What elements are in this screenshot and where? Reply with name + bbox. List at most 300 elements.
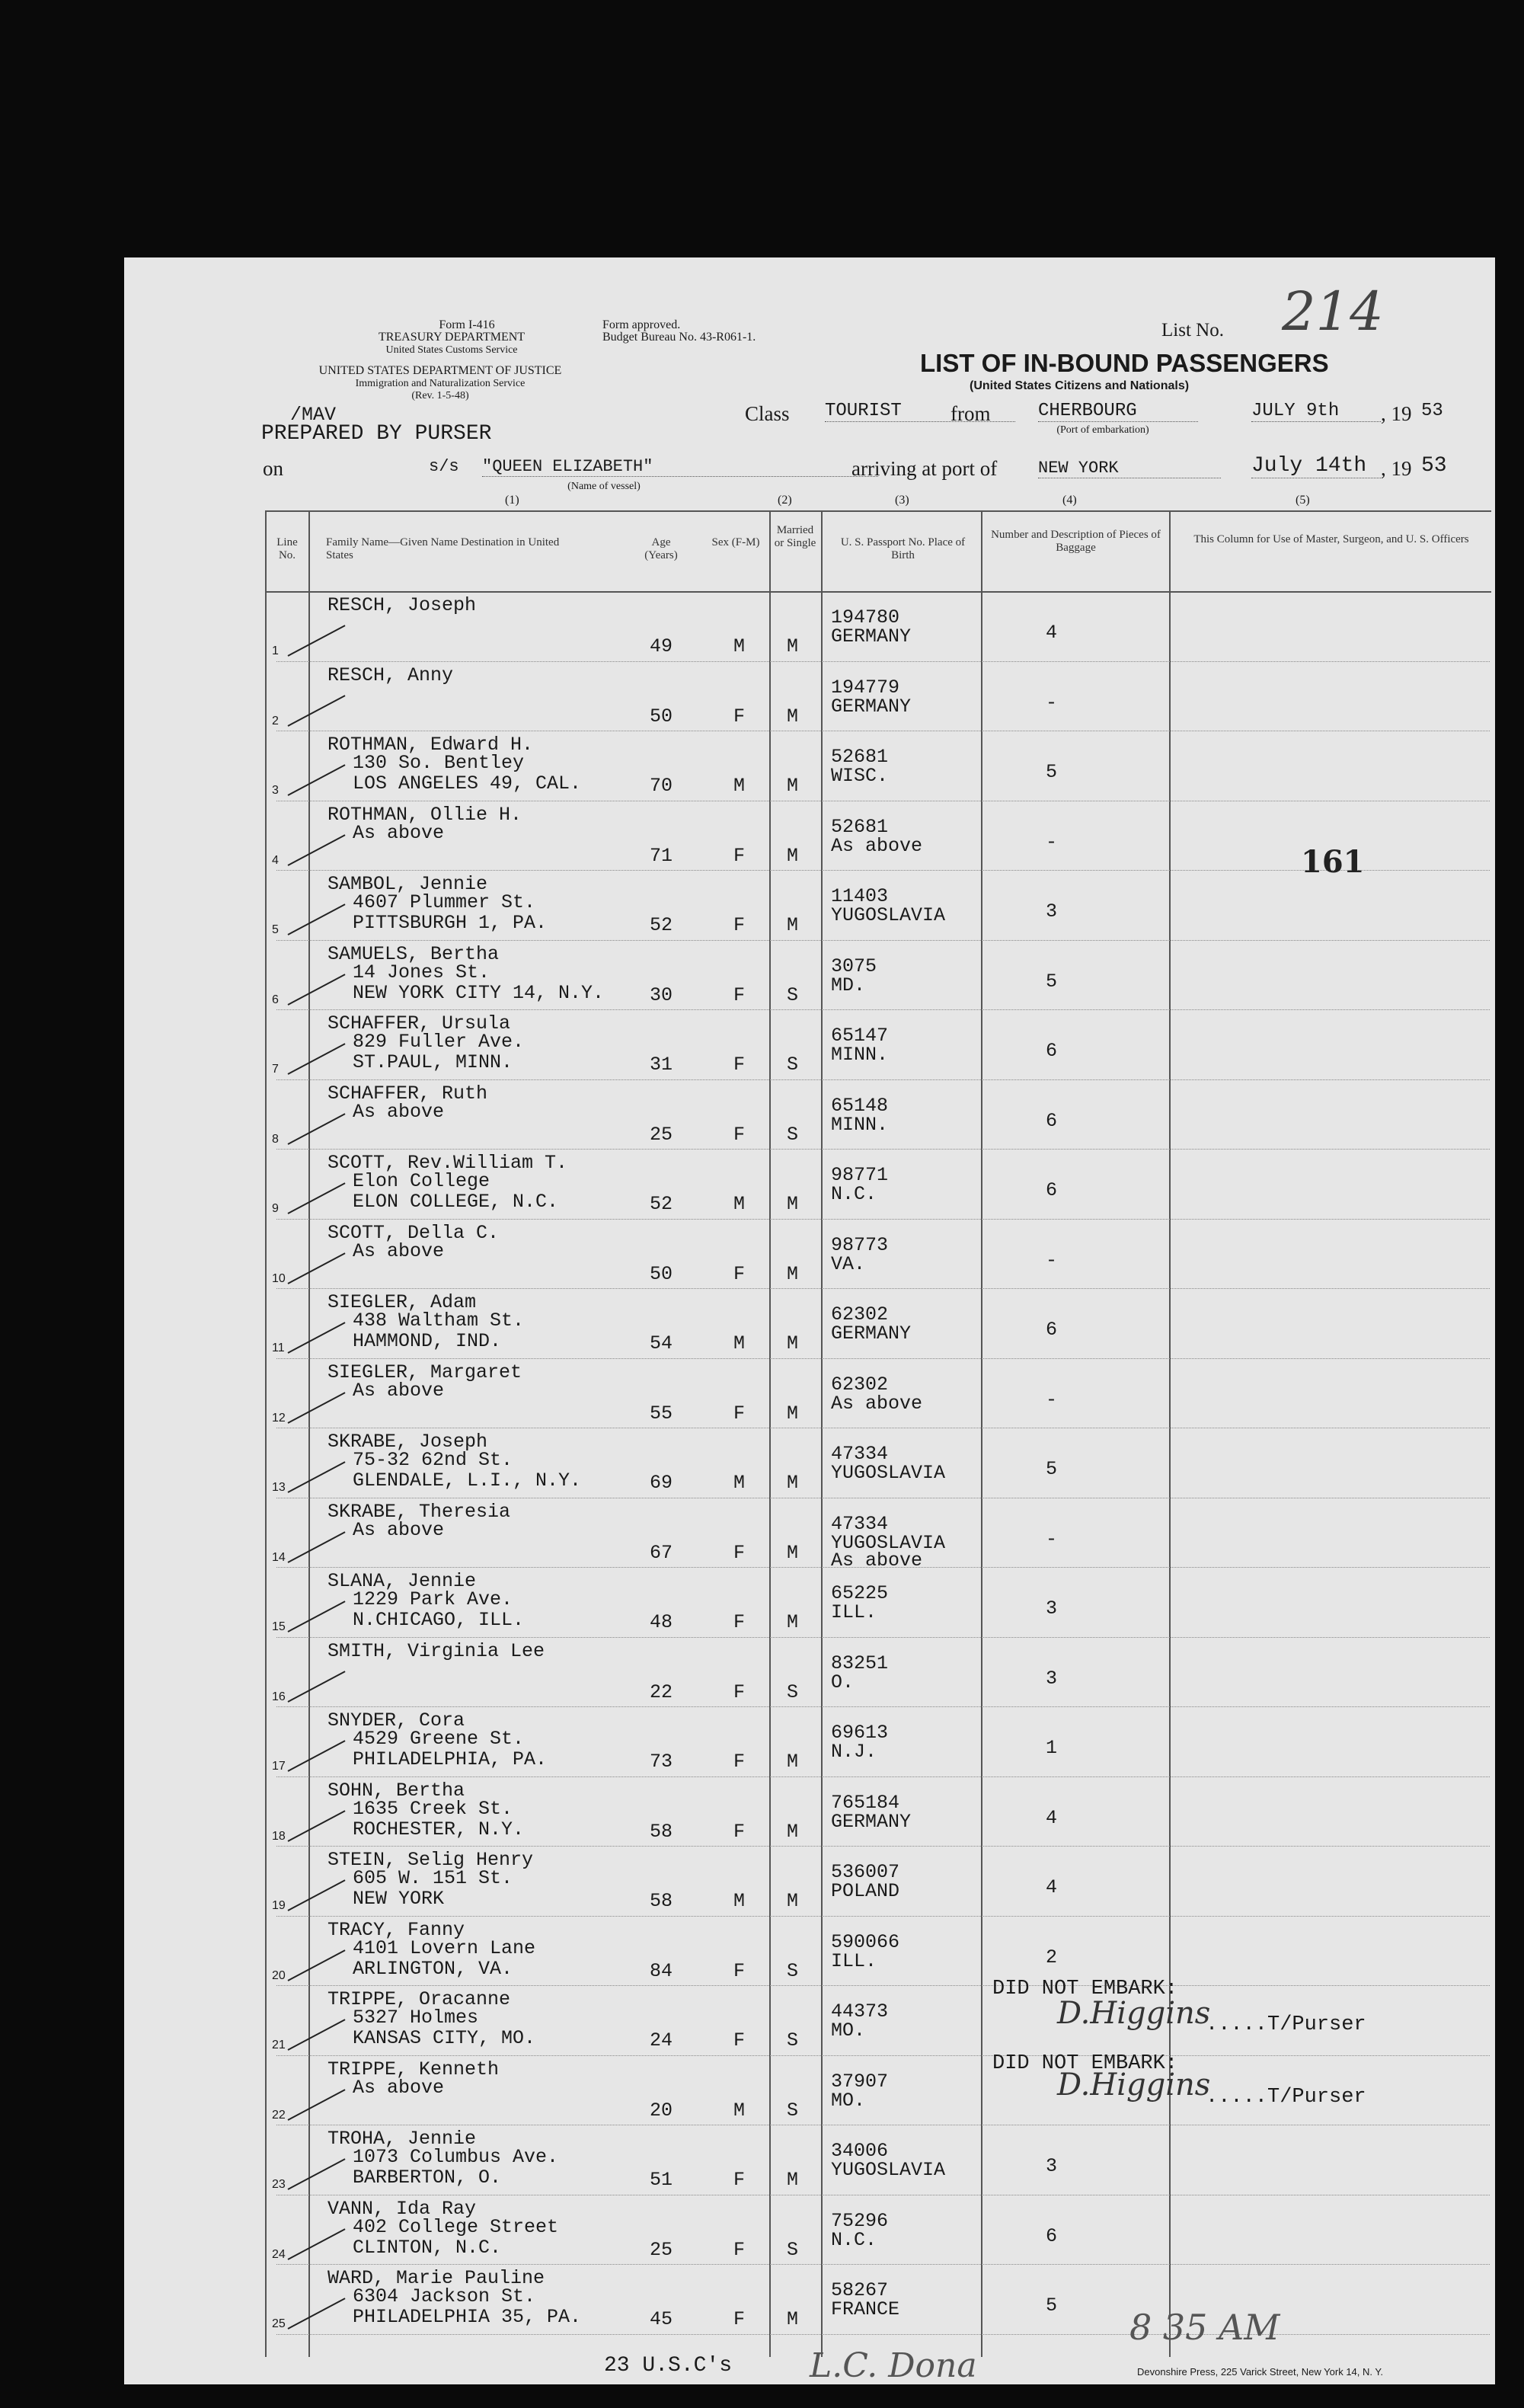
marital-status: M [787, 2308, 799, 2330]
row-divider [276, 1916, 1490, 1917]
address-line-1: 4101 Lovern Lane [353, 1936, 536, 1959]
marital-status: S [787, 1959, 799, 1982]
inspection-tick-mark [288, 1949, 346, 1981]
line-number: 21 [272, 2039, 286, 2051]
address-line-1: As above [353, 1239, 445, 1262]
marital-status: M [787, 1890, 799, 1912]
birthplace: WISC. [831, 765, 889, 787]
sex-value: F [733, 1402, 746, 1425]
age-value: 50 [650, 1262, 673, 1285]
passenger-name: TRIPPE, Oracanne [327, 1988, 511, 2010]
customs-service: United States Customs Service [385, 344, 518, 356]
marital-status: S [787, 1123, 799, 1146]
sex-value: M [733, 1472, 746, 1494]
address-line-1: 4529 Greene St. [353, 1728, 525, 1750]
sex-value: F [733, 1054, 746, 1076]
column-divider [308, 510, 310, 2357]
baggage-count: - [1046, 1249, 1058, 1271]
class-value: TOURIST [825, 401, 1015, 422]
birthplace: As above [831, 1392, 923, 1415]
row-divider [276, 1009, 1490, 1010]
passenger-name: ROTHMAN, Edward H. [327, 734, 534, 756]
passenger-name: STEIN, Selig Henry [327, 1849, 534, 1871]
address-line-2: NEW YORK CITY 14, N.Y. [353, 981, 605, 1004]
passenger-name: SCOTT, Rev.William T. [327, 1152, 568, 1174]
sex-value: F [733, 2169, 746, 2191]
list-number: 214 [1282, 280, 1384, 343]
marital-status: M [787, 1402, 799, 1425]
inspection-tick-mark [288, 695, 346, 727]
passport-number: 75296 [831, 2209, 889, 2232]
address-line-1: Elon College [353, 1170, 490, 1192]
birthplace: YUGOSLAVIA [831, 1462, 946, 1484]
address-line-1: 14 Jones St. [353, 961, 490, 983]
address-line-2: PHILADELPHIA, PA. [353, 1748, 548, 1770]
passport-number: 47334 [831, 1512, 889, 1535]
age-value: 49 [650, 635, 673, 657]
passenger-name: SLANA, Jennie [327, 1570, 477, 1592]
inspection-tick-mark [288, 1252, 346, 1284]
passport-number: 98771 [831, 1164, 889, 1186]
age-value: 24 [650, 2029, 673, 2051]
line-number: 3 [272, 784, 279, 797]
table-top-border [265, 510, 1491, 512]
baggage-count: 5 [1046, 970, 1058, 993]
from-label: from [951, 402, 991, 425]
age-value: 48 [650, 1611, 673, 1633]
marital-status: S [787, 1054, 799, 1076]
sex-value: M [733, 775, 746, 797]
marital-status: M [787, 1751, 799, 1773]
passenger-name: RESCH, Joseph [327, 594, 477, 616]
address-line-2: LOS ANGELES 49, CAL. [353, 772, 582, 795]
address-line-1: As above [353, 1518, 445, 1541]
age-value: 55 [650, 1402, 673, 1425]
inspection-tick-mark [288, 1601, 346, 1633]
sex-value: F [733, 1820, 746, 1843]
address-line-2: KANSAS CITY, MO. [353, 2027, 536, 2049]
line-number: 24 [272, 2247, 286, 2261]
address-line-2: CLINTON, N.C. [353, 2236, 502, 2259]
row-divider [276, 1637, 1490, 1638]
age-value: 50 [650, 705, 673, 728]
row-divider [276, 2264, 1490, 2265]
sex-value: M [733, 1332, 746, 1354]
column-number-3: (3) [895, 494, 909, 507]
header-officers: This Column for Use of Master, Surgeon, and U. S. Officers [1193, 533, 1469, 545]
address-line-2: GLENDALE, L.I., N.Y. [353, 1469, 582, 1492]
address-line-1: 829 Fuller Ave. [353, 1031, 525, 1053]
line-number: 16 [272, 1690, 286, 1703]
column-number-2: (2) [778, 494, 792, 507]
birthplace: GERMANY [831, 1322, 912, 1345]
baggage-count: 4 [1046, 1876, 1058, 1898]
address-line-2: ROCHESTER, N.Y. [353, 1818, 525, 1840]
age-value: 84 [650, 1959, 673, 1982]
birthplace: POLAND [831, 1880, 900, 1902]
passenger-name: SCOTT, Della C. [327, 1221, 500, 1244]
passenger-name: WARD, Marie Pauline [327, 2267, 545, 2289]
age-value: 71 [650, 844, 673, 867]
sex-value: M [733, 1193, 746, 1215]
line-number: 9 [272, 1202, 279, 1215]
baggage-count: 5 [1046, 1458, 1058, 1480]
column-number-1: (1) [505, 494, 519, 507]
treasury-department: TREASURY DEPARTMENT [378, 331, 526, 344]
address-line-1: 1229 Park Ave. [353, 1588, 513, 1610]
birthplace: N.J. [831, 1741, 877, 1763]
header-name-destination: Family Name—Given Name Destination in United States [326, 536, 560, 561]
sex-value: F [733, 1541, 746, 1564]
address-line-1: 5327 Holmes [353, 2007, 479, 2029]
line-number: 7 [272, 1063, 279, 1076]
marital-status: M [787, 844, 799, 867]
baggage-count: 2 [1046, 1946, 1058, 1968]
on-label: on [263, 457, 283, 480]
baggage-count: 6 [1046, 2224, 1058, 2247]
passenger-name: SMITH, Virginia Lee [327, 1639, 545, 1662]
address-line-1: As above [353, 1100, 445, 1123]
arriving-label: arriving at port of [851, 457, 998, 480]
address-line-2: BARBERTON, O. [353, 2167, 502, 2189]
birthplace: MD. [831, 974, 866, 996]
age-value: 67 [650, 1541, 673, 1564]
inspection-tick-mark [288, 2019, 346, 2051]
marital-status: M [787, 1332, 799, 1354]
age-value: 54 [650, 1332, 673, 1354]
passport-number: 590066 [831, 1930, 900, 1953]
passenger-name: RESCH, Anny [327, 664, 454, 686]
passport-number: 47334 [831, 1443, 889, 1465]
did-not-embark-2: DID NOT EMBARK: [992, 2052, 1178, 2075]
line-number: 1 [272, 644, 279, 657]
line-number: 5 [272, 923, 279, 936]
age-value: 51 [650, 2169, 673, 2191]
sex-value: F [733, 2308, 746, 2330]
line-number: 17 [272, 1760, 286, 1773]
marital-status: M [787, 914, 799, 936]
birthplace: O. [831, 1671, 855, 1693]
inspection-tick-mark [288, 1879, 346, 1911]
marital-status: M [787, 1541, 799, 1564]
column-number-5: (5) [1296, 494, 1310, 507]
purser-title-1: .....T/Purser [1206, 2013, 1366, 2036]
line-number: 25 [272, 2317, 286, 2330]
baggage-count: 4 [1046, 1806, 1058, 1829]
baggage-count: 1 [1046, 1737, 1058, 1759]
row-divider [276, 1776, 1490, 1777]
marital-status: M [787, 705, 799, 728]
line-number: 20 [272, 1968, 286, 1982]
passport-number: 62302 [831, 1303, 889, 1326]
address-line-2: N.CHICAGO, ILL. [353, 1609, 525, 1631]
table-header-border [265, 591, 1491, 593]
printer-imprint: Devonshire Press, 225 Varick Street, New York 14, N. Y. [1137, 2366, 1383, 2378]
purser-signature-2: D.Higgins [1057, 2067, 1211, 2103]
age-value: 22 [650, 1680, 673, 1703]
inspection-tick-mark [288, 1322, 346, 1354]
birthplace: ILL. [831, 1601, 877, 1623]
baggage-count: - [1046, 830, 1058, 853]
header-passport: U. S. Passport No. Place of Birth [840, 536, 966, 561]
baggage-count: 5 [1046, 761, 1058, 783]
row-divider [276, 1567, 1490, 1568]
arrival-year: 53 [1421, 454, 1447, 478]
passport-number: 58267 [831, 2279, 889, 2301]
passport-number: 52681 [831, 815, 889, 838]
marital-status: S [787, 2029, 799, 2051]
address-line-2: NEW YORK [353, 1888, 445, 1910]
baggage-count: 3 [1046, 1597, 1058, 1620]
line-number: 23 [272, 2178, 286, 2191]
inspection-tick-mark [288, 2089, 346, 2121]
passenger-name: SAMUELS, Bertha [327, 942, 500, 965]
row-divider [276, 2334, 1490, 2335]
purser-signature-1: D.Higgins [1057, 1996, 1211, 2031]
list-number-label: List No. [1161, 320, 1224, 341]
row-divider [276, 2055, 1490, 2056]
sex-value: F [733, 1680, 746, 1703]
passenger-name: SIEGLER, Adam [327, 1291, 477, 1313]
birthplace: N.C. [831, 1183, 877, 1205]
address-line-1: 130 So. Bentley [353, 752, 525, 774]
passenger-manifest-page [124, 257, 1495, 2384]
passport-number: 3075 [831, 955, 877, 977]
form-revision: (Rev. 1-5-48) [411, 390, 469, 401]
line-number: 13 [272, 1481, 286, 1494]
address-line-2: ARLINGTON, VA. [353, 1957, 513, 1980]
address-line-1: 605 W. 151 St. [353, 1867, 513, 1889]
address-line-1: As above [353, 1379, 445, 1402]
vessel-name: "QUEEN ELIZABETH" [482, 457, 878, 477]
sex-value: F [733, 1611, 746, 1633]
age-value: 45 [650, 2308, 673, 2330]
inspection-tick-mark [288, 764, 346, 796]
row-divider [276, 661, 1490, 662]
did-not-embark-1: DID NOT EMBARK: [992, 1978, 1178, 2000]
line-number: 15 [272, 1620, 286, 1633]
inspection-tick-mark [288, 2228, 346, 2260]
inspection-tick-mark [288, 974, 346, 1006]
sex-value: F [733, 1262, 746, 1285]
age-value: 30 [650, 983, 673, 1006]
marital-status: M [787, 635, 799, 657]
passenger-name: TRIPPE, Kenneth [327, 2058, 500, 2080]
sex-value: F [733, 983, 746, 1006]
passenger-name: VANN, Ida Ray [327, 2197, 477, 2220]
marital-status: S [787, 983, 799, 1006]
arrival-port: NEW YORK [1038, 459, 1221, 478]
baggage-count: 6 [1046, 1040, 1058, 1062]
departure-year-prefix: , 19 [1381, 402, 1412, 425]
sex-value: F [733, 844, 746, 867]
address-line-2: ELON COLLEGE, N.C. [353, 1191, 559, 1213]
officer-mark: 161 [1301, 844, 1365, 880]
passport-number: 194779 [831, 676, 900, 699]
sex-value: F [733, 1123, 746, 1146]
vessel-name-note: (Name of vessel) [567, 481, 641, 492]
passport-number: 37907 [831, 2070, 889, 2093]
marital-status: S [787, 2099, 799, 2122]
birthplace: MO. [831, 2019, 866, 2042]
baggage-count: - [1046, 691, 1058, 714]
passenger-name: SCHAFFER, Ruth [327, 1082, 488, 1105]
departure-year: 53 [1421, 401, 1443, 421]
passport-number: 62302 [831, 1373, 889, 1396]
birthplace: GERMANY [831, 1810, 912, 1833]
marital-status: M [787, 2169, 799, 2191]
row-divider [276, 1288, 1490, 1289]
address-line-1: 1073 Columbus Ave. [353, 2146, 559, 2168]
sex-value: F [733, 1751, 746, 1773]
sex-value: M [733, 635, 746, 657]
column-divider [265, 510, 267, 2357]
arrival-date: July 14th [1251, 454, 1381, 478]
arrival-year-prefix: , 19 [1381, 457, 1412, 480]
inspection-tick-mark [288, 903, 346, 935]
age-value: 52 [650, 1193, 673, 1215]
passenger-name: TROHA, Jennie [327, 2128, 477, 2150]
baggage-count: 3 [1046, 900, 1058, 923]
inspection-tick-mark [288, 1461, 346, 1493]
form-approved: Form approved. [602, 318, 681, 331]
marital-status: M [787, 1820, 799, 1843]
row-divider [276, 1219, 1490, 1220]
baggage-count: 6 [1046, 1179, 1058, 1201]
address-line-1: 4607 Plummer St. [353, 891, 536, 913]
birthplace: MINN. [831, 1044, 889, 1066]
passport-number: 536007 [831, 1861, 900, 1883]
column-number-4: (4) [1062, 494, 1077, 507]
passport-number: 65225 [831, 1582, 889, 1604]
marital-status: S [787, 1680, 799, 1703]
passport-number: 69613 [831, 1722, 889, 1744]
birthplace: N.C. [831, 2228, 877, 2251]
port-of-embarkation-note: (Port of embarkation) [1056, 424, 1149, 436]
passenger-name: SCHAFFER, Ursula [327, 1012, 511, 1035]
baggage-count: - [1046, 1388, 1058, 1411]
sex-value: F [733, 705, 746, 728]
age-value: 31 [650, 1054, 673, 1076]
header-line-no: Line No. [276, 536, 298, 561]
passenger-name: SOHN, Bertha [327, 1779, 465, 1802]
passport-number: 765184 [831, 1791, 900, 1814]
passenger-name: ROTHMAN, Ollie H. [327, 803, 522, 826]
line-number: 19 [272, 1899, 286, 1912]
birthplace: FRANCE [831, 2298, 900, 2320]
passenger-name: SIEGLER, Margaret [327, 1361, 522, 1383]
birthplace: MINN. [831, 1113, 889, 1136]
column-divider [821, 510, 823, 2357]
manifest-subtitle: (United States Citizens and Nationals) [970, 379, 1190, 392]
sex-value: F [733, 2238, 746, 2261]
birthplace-note: As above [831, 1549, 923, 1572]
address-line-2: PHILADELPHIA 35, PA. [353, 2306, 582, 2328]
passport-number: 34006 [831, 2140, 889, 2162]
header-baggage: Number and Description of Pieces of Baggage [991, 529, 1161, 554]
header-sex: Sex (F-M) [711, 536, 760, 548]
address-line-1: 75-32 62nd St. [353, 1449, 513, 1471]
line-number: 18 [272, 1829, 286, 1843]
header-age: Age (Years) [644, 536, 678, 561]
line-number: 14 [272, 1550, 286, 1564]
birthplace: VA. [831, 1252, 866, 1275]
address-line-1: 1635 Creek St. [353, 1797, 513, 1820]
row-divider [276, 1846, 1490, 1847]
inspection-tick-mark [288, 1182, 346, 1214]
budget-bureau: Budget Bureau No. 43-R061-1. [602, 331, 756, 344]
passport-number: 11403 [831, 885, 889, 907]
age-value: 25 [650, 1123, 673, 1146]
footer-time: 8 35 AM [1129, 2307, 1280, 2348]
passport-number: 98773 [831, 1233, 889, 1256]
marital-status: M [787, 775, 799, 797]
address-line-1: 6304 Jackson St. [353, 2285, 536, 2307]
passport-number: 194780 [831, 606, 900, 628]
passenger-name: SKRABE, Joseph [327, 1431, 488, 1453]
age-value: 20 [650, 2099, 673, 2122]
age-value: 73 [650, 1751, 673, 1773]
age-value: 25 [650, 2238, 673, 2261]
inspection-tick-mark [288, 1671, 346, 1703]
age-value: 58 [650, 1820, 673, 1843]
baggage-count: 4 [1046, 622, 1058, 644]
footer-signature: L.C. Dona [810, 2346, 977, 2385]
birthplace: YUGOSLAVIA [831, 904, 946, 926]
column-divider [769, 510, 771, 2357]
passenger-name: TRACY, Fanny [327, 1918, 465, 1941]
embarkation-port: CHERBOURG [1038, 401, 1198, 422]
inspection-tick-mark [288, 1531, 346, 1563]
passport-number: 83251 [831, 1652, 889, 1674]
ins-service: Immigration and Naturalization Service [355, 378, 526, 389]
manifest-title: LIST OF IN-BOUND PASSENGERS [920, 349, 1329, 377]
address-line-1: As above [353, 821, 445, 844]
passport-number: 52681 [831, 746, 889, 768]
birthplace: As above [831, 834, 923, 857]
inspection-tick-mark [288, 1043, 346, 1075]
birthplace: YUGOSLAVIA [831, 2159, 946, 2181]
line-number: 6 [272, 993, 279, 1006]
age-value: 58 [650, 1890, 673, 1912]
row-divider [276, 1149, 1490, 1150]
passenger-name: SNYDER, Cora [327, 1709, 465, 1732]
line-number: 12 [272, 1411, 286, 1425]
address-line-1: 402 College Street [353, 2215, 559, 2238]
marital-status: M [787, 1472, 799, 1494]
sex-value: F [733, 1959, 746, 1982]
inspection-tick-mark [288, 1810, 346, 1842]
clerk-initials: /MAV [290, 404, 337, 426]
row-divider [276, 1358, 1490, 1359]
address-line-2: HAMMOND, IND. [353, 1330, 502, 1352]
sex-value: M [733, 2099, 746, 2122]
address-line-1: 438 Waltham St. [353, 1310, 525, 1332]
passport-number: 65148 [831, 1094, 889, 1117]
baggage-count: 5 [1046, 2294, 1058, 2317]
baggage-count: - [1046, 1527, 1058, 1550]
row-divider [276, 1079, 1490, 1080]
age-value: 69 [650, 1472, 673, 1494]
row-divider [276, 1985, 1490, 1986]
inspection-tick-mark [288, 2158, 346, 2190]
inspection-tick-mark [288, 1113, 346, 1145]
birthplace: ILL. [831, 1949, 877, 1972]
line-number: 10 [272, 1271, 286, 1285]
baggage-count: 3 [1046, 2155, 1058, 2177]
column-divider [981, 510, 982, 2357]
department-of-justice: UNITED STATES DEPARTMENT OF JUSTICE [318, 364, 562, 377]
